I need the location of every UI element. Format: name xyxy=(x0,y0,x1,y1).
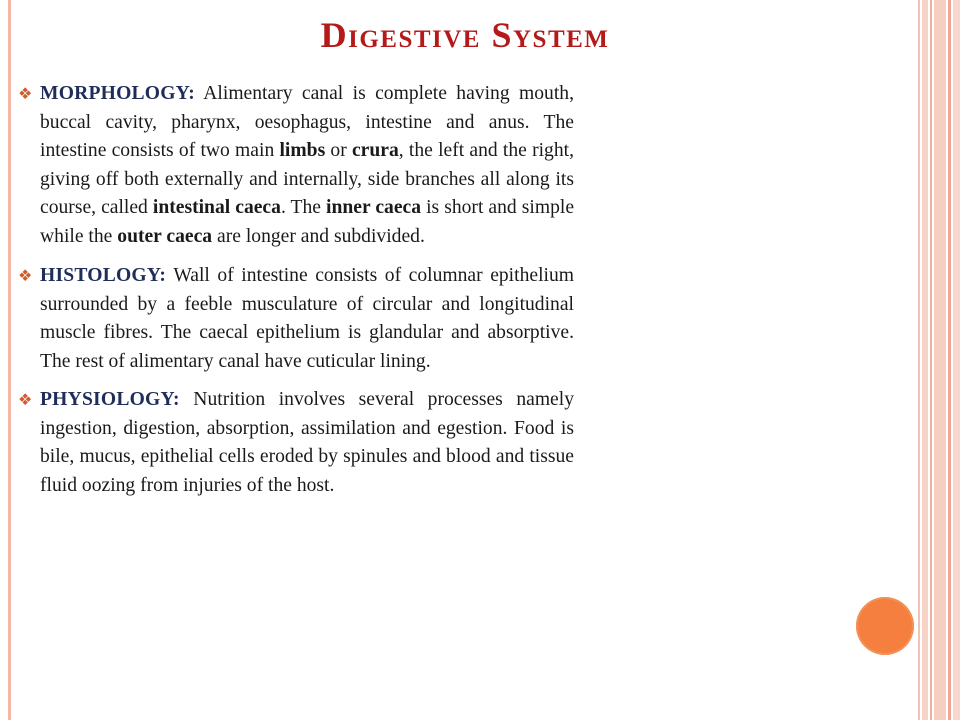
section-heading: HISTOLOGY: xyxy=(40,265,167,286)
diamond-bullet-icon: ❖ xyxy=(18,266,33,285)
body-text: . The xyxy=(280,197,327,218)
bullet-item-morphology xyxy=(16,80,574,251)
body-text: Wall of intestine consists of columnar epithelium surrounded by a feeble musculature of circular and longitudinal muscle fibres. The caecal epithelium is glandular and absorptive. The rest of alimentary canal have cuticular lining. xyxy=(40,265,574,372)
bold-term: inner caeca xyxy=(326,197,422,218)
right-stripe xyxy=(948,0,951,720)
right-stripe xyxy=(934,0,946,720)
left-border-line xyxy=(8,0,11,720)
body-text: , the left and the right, giving off both externally and internally, side branches all along its course, called xyxy=(40,140,574,218)
right-stripe xyxy=(930,0,932,720)
body-text: Alimentary canal is complete having mouth, buccal cavity, pharynx, oesophagus, intestine and anus. The intestine consists of two main xyxy=(40,83,574,161)
body-text: or xyxy=(325,140,352,161)
section-heading: PHYSIOLOGY: xyxy=(40,389,180,410)
right-stripe xyxy=(918,0,920,720)
right-stripe xyxy=(953,0,960,720)
bold-term: limbs xyxy=(279,140,326,161)
bullet-item-histology xyxy=(16,262,574,376)
body-text: Nutrition involves several processes namely ingestion, digestion, absorption, assimilation and egestion. Food is bile, mucus, epithelial cells eroded by spinules and blood and tissue fluid oozing from injuries of the host. xyxy=(40,389,574,496)
bold-term: outer caeca xyxy=(117,225,213,247)
diamond-bullet-icon: ❖ xyxy=(18,84,33,103)
decorative-circle xyxy=(856,597,914,655)
slide-title: Digestive System xyxy=(320,15,610,55)
section-heading: MORPHOLOGY: xyxy=(40,83,195,104)
right-stripe xyxy=(922,0,928,720)
bullet-item-physiology xyxy=(16,386,574,500)
body-text: are longer and subdivided. xyxy=(212,225,425,247)
body-text: is short and simple while the xyxy=(40,197,575,247)
slide-body xyxy=(16,80,574,511)
diamond-bullet-icon: ❖ xyxy=(18,390,33,409)
bold-term: intestinal caeca xyxy=(152,197,281,218)
bold-term: crura xyxy=(351,140,399,161)
